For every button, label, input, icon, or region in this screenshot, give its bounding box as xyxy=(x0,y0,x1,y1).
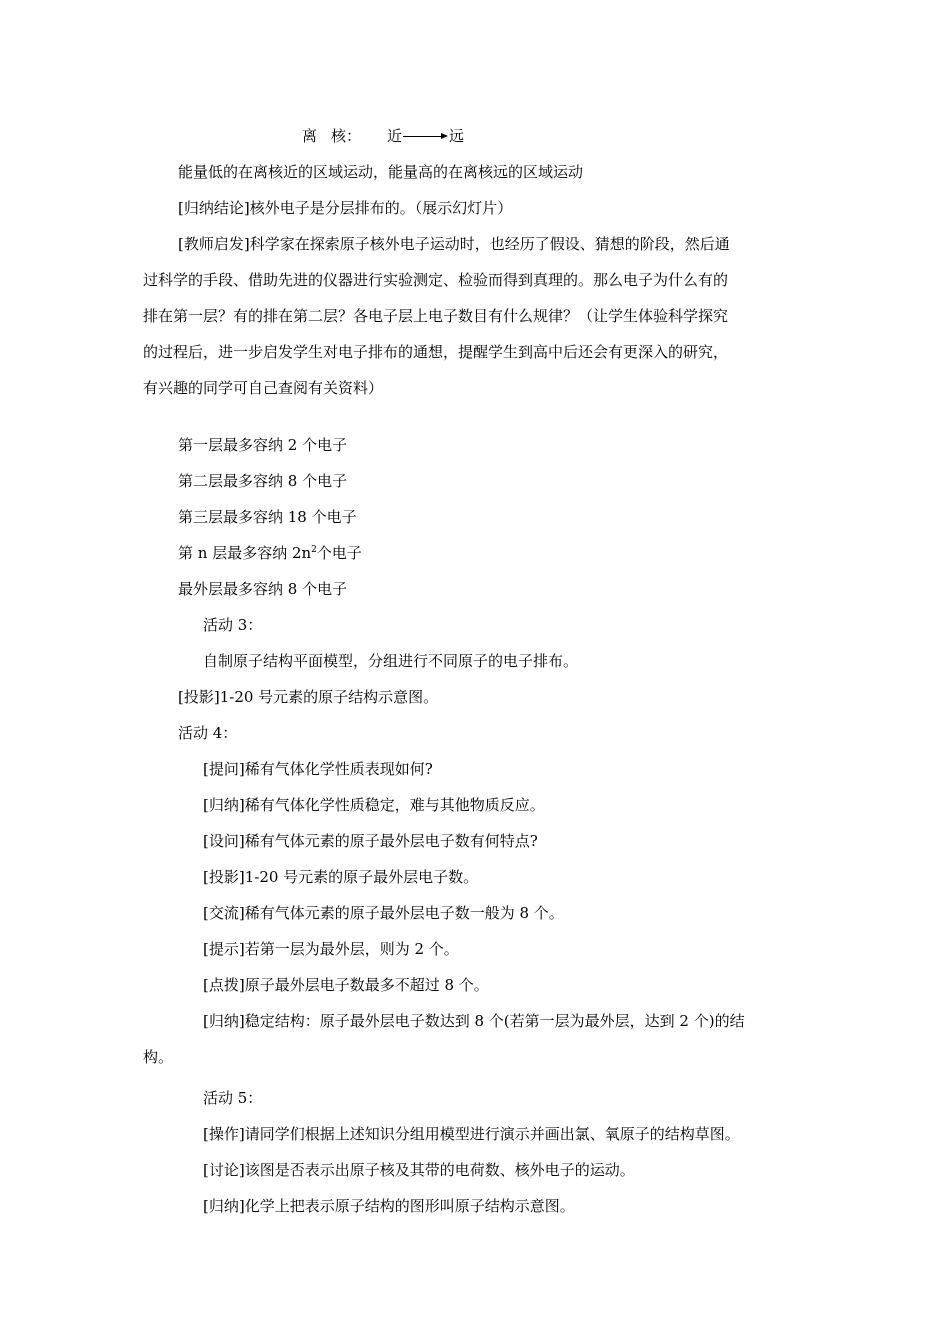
stable-structure-line-2: 构。 xyxy=(143,1048,174,1066)
layer-n-rule xyxy=(178,543,362,563)
guidance-point: [点拨]原子最外层电子数最多不超过 8 个。 xyxy=(203,976,489,994)
energy-line: 能量低的在离核近的区域运动，能量高的在离核远的区域运动 xyxy=(178,163,584,181)
teacher-paragraph-line-3: 排在第一层？有的排在第二层？各电子层上电子数目有什么规律？（让学生体验科学探究 xyxy=(143,307,729,325)
activity-5-title: 活动 5： xyxy=(203,1089,263,1107)
final-summary: [归纳]化学上把表示原子结构的图形叫原子结构示意图。 xyxy=(203,1197,575,1215)
operation: [操作]请同学们根据上述知识分组用模型进行演示并画出氯、氧原子的结构草图。 xyxy=(203,1125,740,1143)
layer-n-exponent: 2 xyxy=(311,545,317,555)
layer-2-rule: 第二层最多容纳 8 个电子 xyxy=(178,472,348,490)
layer-n-text: 第 n 层最多容纳 2n xyxy=(178,544,312,562)
projection-1: [投影]1-20 号元素的原子结构示意图。 xyxy=(178,688,439,706)
heading-far: 远 xyxy=(449,127,465,145)
teacher-paragraph-line-2: 过科学的手段、借助先进的仪器进行实验测定、检验而得到真理的。那么电子为什么有的 xyxy=(143,271,729,289)
summary-1: [归纳]稀有气体化学性质稳定，难与其他物质反应。 xyxy=(203,796,545,814)
layer-n-suffix: 个电子 xyxy=(316,544,362,562)
distance-heading xyxy=(302,126,464,146)
activity-3-title: 活动 3： xyxy=(203,616,263,634)
layer-3-rule: 第三层最多容纳 18 个电子 xyxy=(178,508,357,526)
heading-label-li: 离 xyxy=(302,127,318,145)
layer-1-rule: 第一层最多容纳 2 个电子 xyxy=(178,436,348,454)
projection-2: [投影]1-20 号元素的原子最外层电子数。 xyxy=(203,868,479,886)
heading-near: 近 xyxy=(387,127,403,145)
summary-line: [归纳结论]核外电子是分层排布的。（展示幻灯片） xyxy=(178,199,513,217)
discussion: [讨论]该图是否表示出原子核及其带的电荷数、核外电子的运动。 xyxy=(203,1161,635,1179)
teacher-paragraph-line-5: 有兴趣的同学可自己查阅有关资料） xyxy=(143,379,384,397)
question-1: [提问]稀有气体化学性质表现如何? xyxy=(203,760,433,778)
outer-layer-rule: 最外层最多容纳 8 个电子 xyxy=(178,580,348,598)
exchange: [交流]稀有气体元素的原子最外层电子数一般为 8 个。 xyxy=(203,904,564,922)
hint: [提示]若第一层为最外层，则为 2 个。 xyxy=(203,940,459,958)
right-arrow-icon xyxy=(403,133,448,139)
stable-structure-line-1: [归纳]稳定结构：原子最外层电子数达到 8 个(若第一层为最外层，达到 2 个)的结 xyxy=(203,1012,745,1030)
question-2: [设问]稀有气体元素的原子最外层电子数有何特点? xyxy=(203,832,538,850)
heading-label-he: 核： xyxy=(331,127,362,145)
activity-3-description: 自制原子结构平面模型，分组进行不同原子的电子排布。 xyxy=(203,652,579,670)
teacher-paragraph-line-1: [教师启发]科学家在探索原子核外电子运动时，也经历了假设、猜想的阶段，然后通 xyxy=(178,235,730,253)
teacher-paragraph-line-4: 的过程后，进一步启发学生对电子排布的通想，提醒学生到高中后还会有更深入的研究， xyxy=(143,343,729,361)
activity-4-title: 活动 4： xyxy=(178,724,238,742)
